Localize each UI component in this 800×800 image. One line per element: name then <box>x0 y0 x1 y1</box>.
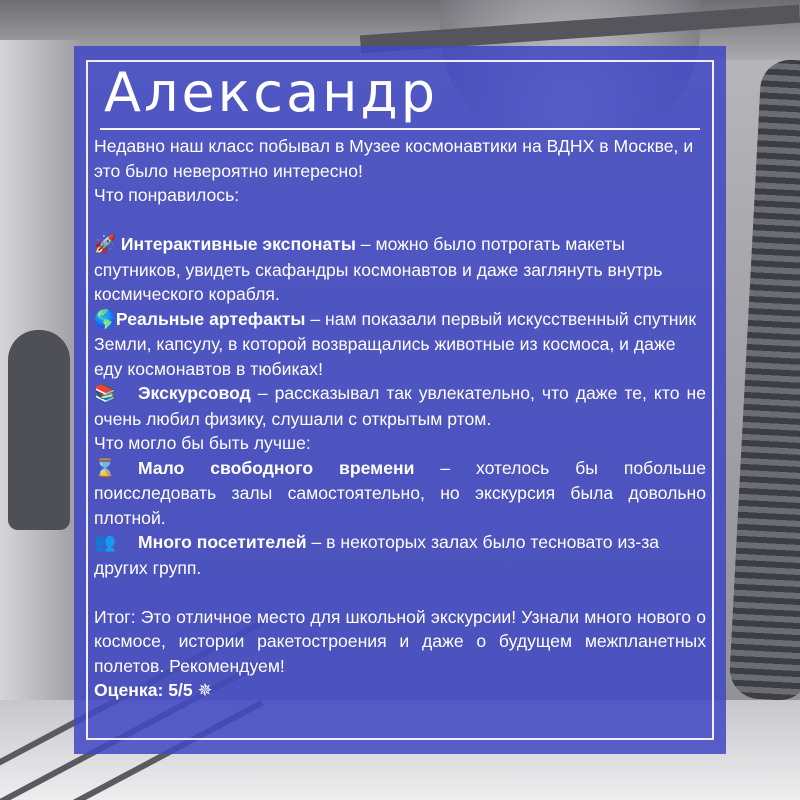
people-icon: 👥 <box>94 533 116 553</box>
improve-heading: Много посетителей <box>138 532 307 552</box>
title-underline <box>100 128 700 130</box>
intro-text: Недавно наш класс побывал в Музее космонавтики на ВДНХ в Москве, и это было невероятно интересно! <box>94 136 694 181</box>
liked-item-guide <box>94 381 706 431</box>
hourglass-icon: ⌛ <box>94 458 116 479</box>
improve-text: – в некоторых залах было тесновато из-за других групп. <box>94 532 660 578</box>
rating <box>94 678 706 703</box>
rating-label: Оценка: 5/5 <box>94 680 193 700</box>
liked-item-interactive <box>94 232 706 307</box>
improve-item-crowd <box>94 530 706 580</box>
spacer <box>94 580 706 605</box>
visitor-figure <box>8 330 70 530</box>
improve-item-time <box>94 456 706 531</box>
liked-label: Что понравилось: <box>94 185 240 205</box>
rocket-icon: 🚀 <box>94 235 116 255</box>
liked-text: – можно было потрогать макеты спутников, увидеть скафандры космонавтов и даже заглянуть внутрь космического корабля. <box>94 234 663 304</box>
liked-text: – нам показали первый искусственный спутник Земли, капсулу, в которой возвращались животные из космоса, и даже еду космонавтов в тюбиках! <box>94 308 697 379</box>
globe-icon: 🌎 <box>94 309 116 330</box>
star-icon: ✵ <box>197 680 213 700</box>
author-name: Александр <box>104 61 438 124</box>
summary-text: Итог: Это отличное место для школьной экскурсии! Узнали много нового о космосе, истории ракетостроения и даже о будущем межпланетных полетов. Рекомендуем! <box>94 606 706 676</box>
liked-heading: Интерактивные экспонаты <box>120 234 356 254</box>
liked-text: – рассказывал так увлекательно, что даже те, кто не очень любил физику, слушали с открытым ртом. <box>94 383 706 429</box>
review-body <box>94 134 706 703</box>
improve-label: Что могло бы быть лучше: <box>94 433 311 453</box>
improve-heading: Мало свободного времени <box>138 457 415 478</box>
spacer <box>94 208 706 233</box>
books-icon: 📚 <box>94 384 116 404</box>
improve-text: – хотелось бы побольше поисследовать залы самостоятельно, но экскурсия была довольно плотной. <box>94 457 706 528</box>
liked-heading: Экскурсовод <box>138 383 251 403</box>
solar-panel <box>728 58 800 701</box>
liked-item-artifacts <box>94 307 706 382</box>
liked-heading: Реальные артефакты <box>115 308 306 329</box>
